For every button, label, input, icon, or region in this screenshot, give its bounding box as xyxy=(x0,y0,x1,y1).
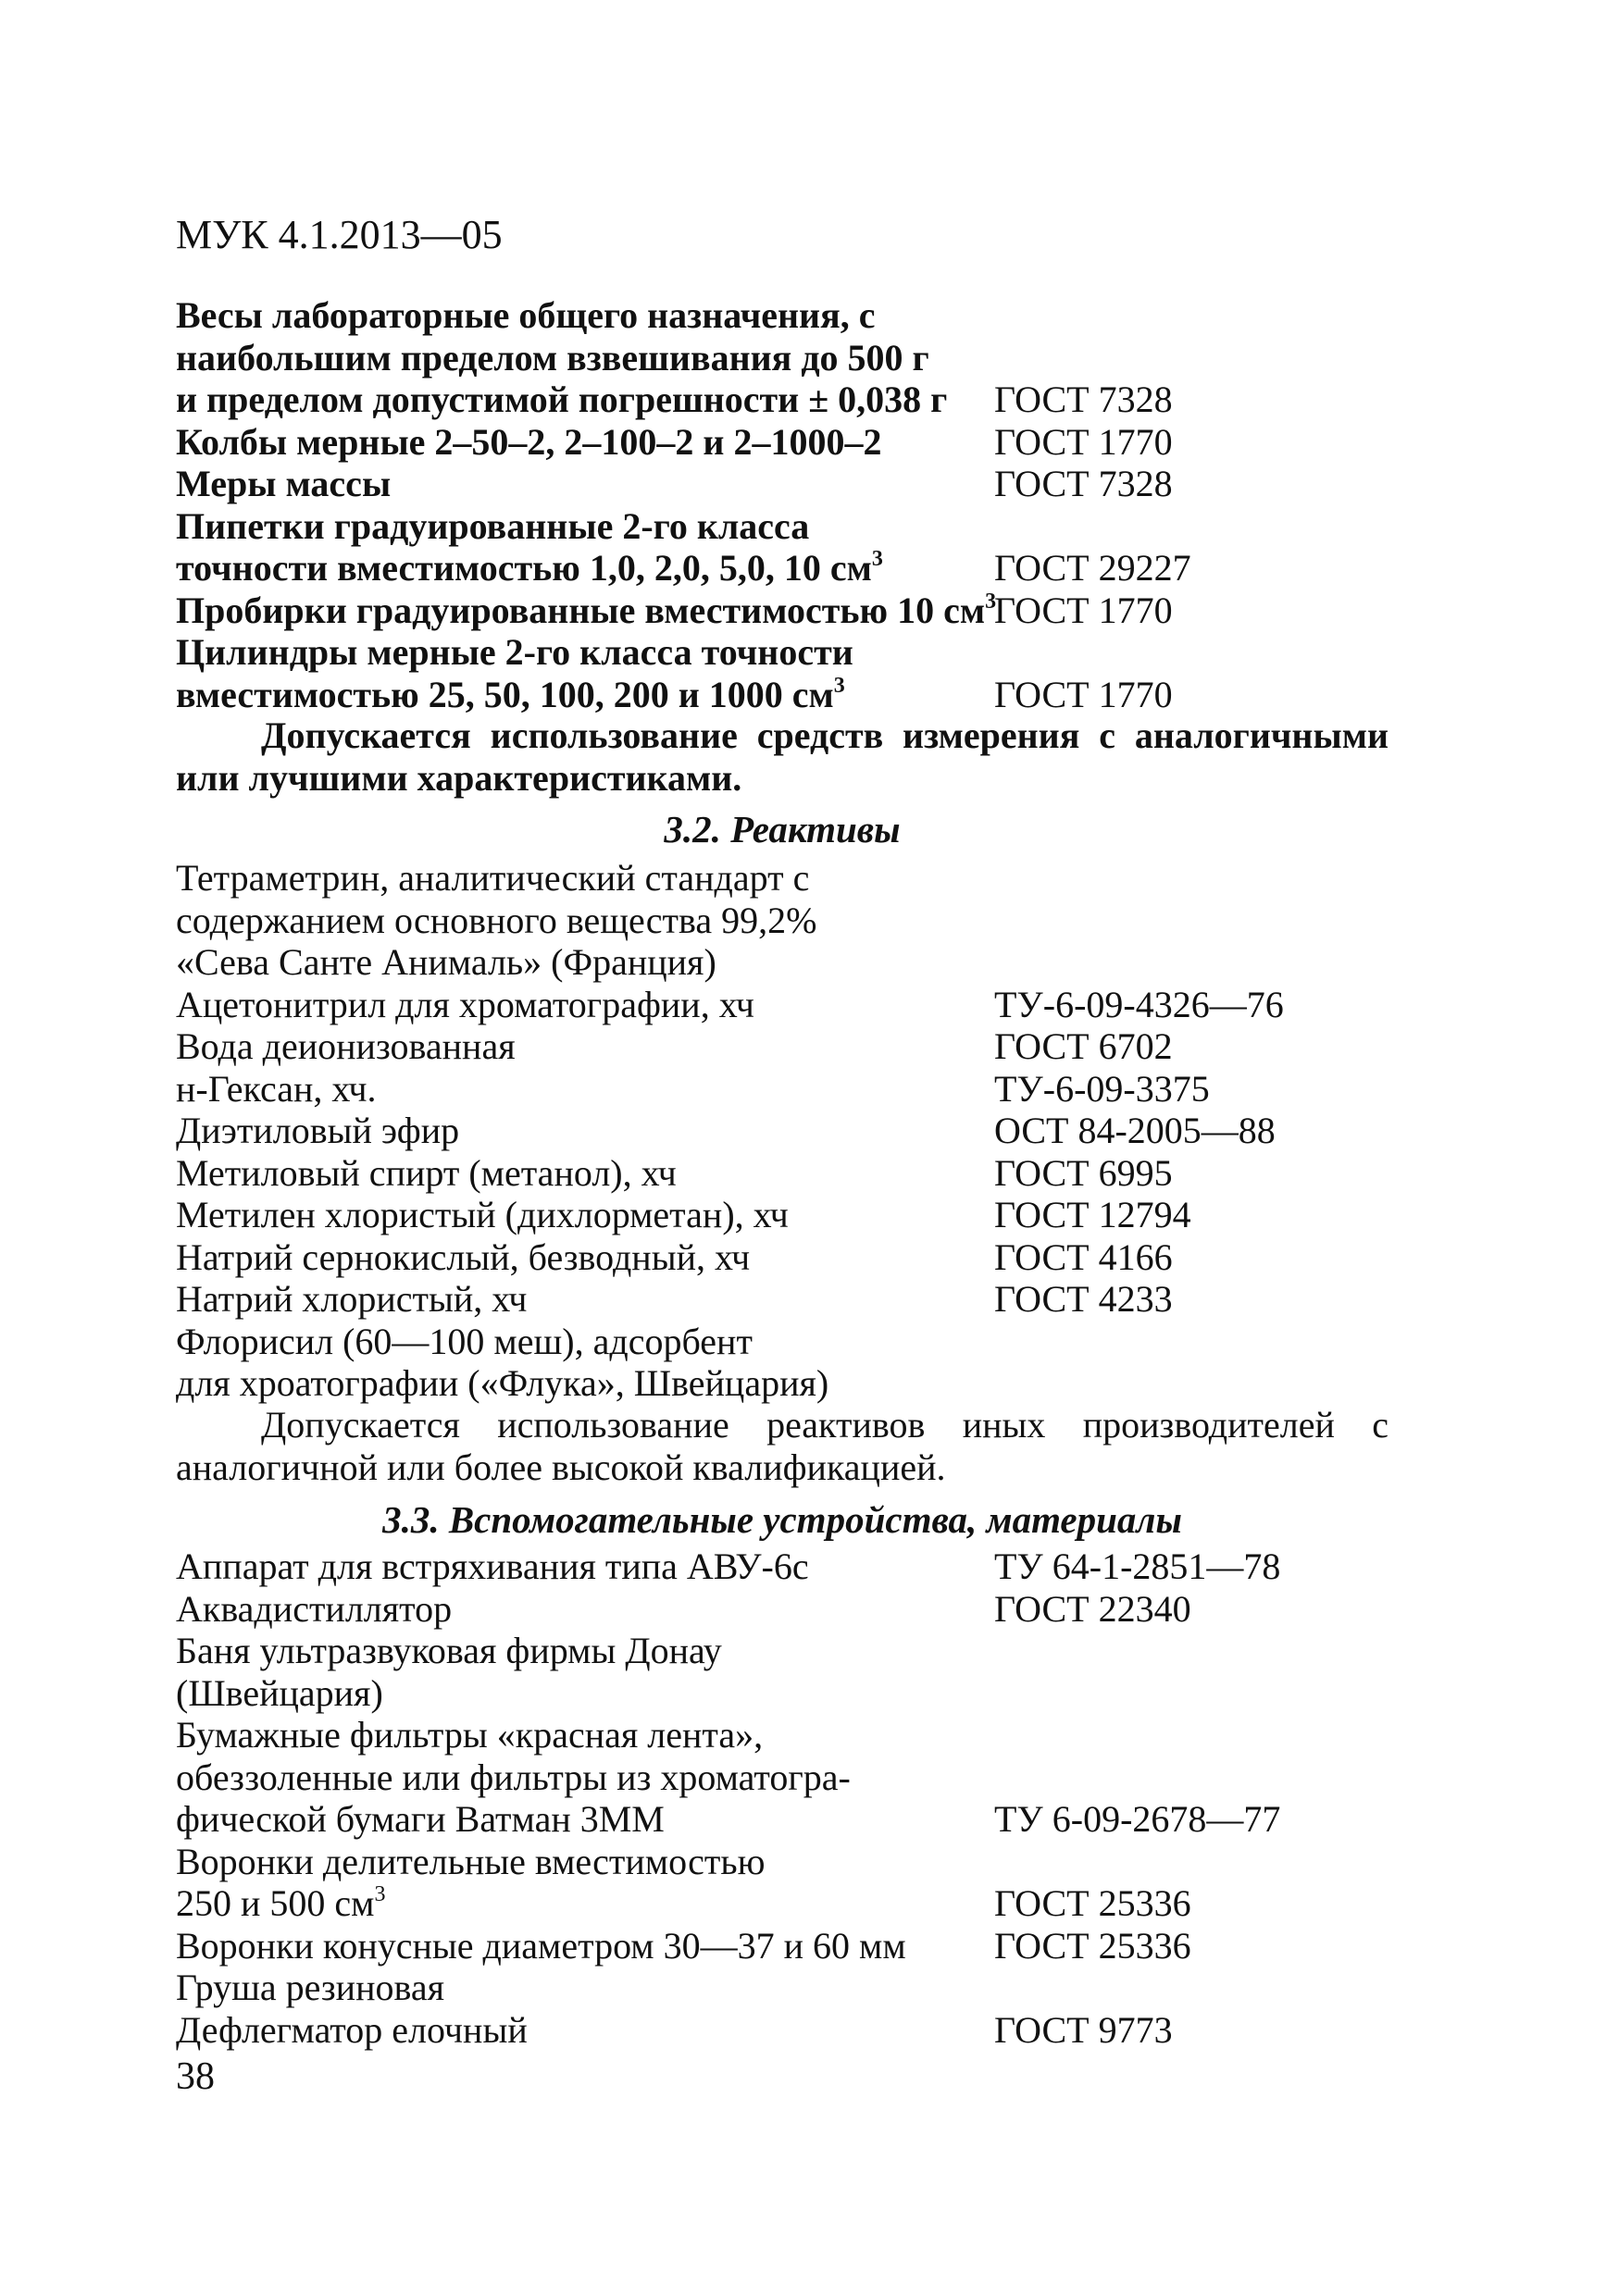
list-item xyxy=(176,1841,1398,1883)
item-name-text: для хроатографии («Флука», Швейцария) xyxy=(176,1362,829,1404)
item-name-text: 250 и 500 см xyxy=(176,1882,375,1924)
measuring-instruments-note xyxy=(176,714,1389,799)
list-item xyxy=(176,1967,1398,2009)
item-standard: ГОСТ 29227 xyxy=(994,547,1191,589)
item-name xyxy=(176,857,809,900)
item-name-text: фической бумаги Ватман 3ММ xyxy=(176,1798,665,1840)
item-name xyxy=(176,1841,765,1883)
item-name xyxy=(176,1362,828,1405)
item-standard: ГОСТ 25336 xyxy=(994,1882,1191,1924)
item-name-text: точности вместимостью 1,0, 2,0, 5,0, 10 см xyxy=(176,547,872,589)
unit-superscript: 3 xyxy=(374,1882,386,1906)
item-name-text: Пипетки градуированные 2-го класса xyxy=(176,504,810,547)
item-name-text: Тетраметрин, аналитический стандарт с xyxy=(176,857,810,899)
item-name xyxy=(176,1714,763,1756)
item-name-text: вместимостью 25, 50, 100, 200 и 1000 см xyxy=(176,673,834,715)
item-name-text: Баня ультразвуковая фирмы Донау xyxy=(176,1630,722,1671)
item-name-text: обеззоленные или фильтры из хроматогра- xyxy=(176,1756,851,1798)
measuring-instruments-list xyxy=(176,294,1398,715)
item-name-text: Дефлегматор елочный xyxy=(176,2008,528,2051)
item-name xyxy=(176,1672,383,1715)
item-name xyxy=(176,984,754,1026)
item-name xyxy=(176,1068,377,1111)
auxiliary-devices-list xyxy=(176,1545,1398,2051)
item-standard: ГОСТ 4233 xyxy=(994,1278,1173,1320)
list-item xyxy=(176,1152,1398,1195)
item-name-text: Метиловый спирт (метанол), хч xyxy=(176,1151,677,1194)
item-name-text: Натрий хлористый, хч xyxy=(176,1278,528,1320)
item-name-text: Флорисил (60—100 меш), адсорбент xyxy=(176,1320,753,1362)
list-item xyxy=(176,674,1398,716)
list-item xyxy=(176,1278,1398,1321)
document-code-header: МУК 4.1.2013—05 xyxy=(176,212,503,257)
item-name-text: «Сева Санте Анималь» (Франция) xyxy=(176,941,716,983)
item-name-text: н-Гексан, хч. xyxy=(176,1067,377,1110)
item-name xyxy=(176,1110,459,1152)
item-name xyxy=(176,900,816,942)
item-name-text: Диэтиловый эфир xyxy=(176,1110,460,1151)
list-item xyxy=(176,379,1398,421)
item-name-text: Натрий сернокислый, безводный, хч xyxy=(176,1235,751,1278)
item-name xyxy=(176,1321,753,1363)
list-item xyxy=(176,1068,1398,1111)
reagents-note xyxy=(176,1404,1389,1488)
item-name xyxy=(176,1194,789,1236)
item-name-text: Груша резиновая xyxy=(176,1967,444,2008)
item-name xyxy=(176,379,947,421)
list-item xyxy=(176,1321,1398,1363)
item-standard: ГОСТ 7328 xyxy=(994,379,1173,420)
item-standard: ГОСТ 9773 xyxy=(994,2008,1173,2051)
item-name xyxy=(176,1152,677,1195)
item-name xyxy=(176,2009,528,2052)
list-item xyxy=(176,1714,1398,1756)
list-item xyxy=(176,1362,1398,1405)
item-standard: ГОСТ 4166 xyxy=(994,1235,1173,1278)
unit-superscript: 3 xyxy=(985,589,997,614)
item-standard: ТУ 64-1-2851—78 xyxy=(994,1545,1281,1587)
list-item xyxy=(176,590,1398,632)
item-name-text: Колбы мерные 2–50–2, 2–100–2 и 2–1000–2 xyxy=(176,420,882,463)
auxiliary-section-title: 3.3. Вспомогательные устройства, материалы xyxy=(382,1498,1182,1541)
list-item xyxy=(176,900,1398,942)
item-standard: ТУ-6-09-4326—76 xyxy=(994,983,1284,1025)
item-name xyxy=(176,337,929,379)
list-item xyxy=(176,1545,1398,1588)
list-item xyxy=(176,941,1398,984)
item-standard: ГОСТ 1770 xyxy=(994,673,1173,715)
item-name xyxy=(176,590,996,632)
list-item xyxy=(176,547,1398,590)
item-standard: ГОСТ 1770 xyxy=(994,589,1173,631)
list-item xyxy=(176,505,1398,548)
measuring-note-text: Допускается использование средств измерения с аналогичными или лучшими характеристиками. xyxy=(176,714,1389,799)
item-standard: ГОСТ 7328 xyxy=(994,463,1173,504)
item-name xyxy=(176,1925,906,1967)
item-name xyxy=(176,631,853,674)
list-item xyxy=(176,1756,1398,1799)
item-name-text: Меры массы xyxy=(176,463,392,504)
item-standard: ГОСТ 22340 xyxy=(994,1587,1191,1630)
item-name xyxy=(176,1236,750,1279)
item-standard: ГОСТ 6995 xyxy=(994,1151,1173,1194)
item-standard: ОСТ 84-2005—88 xyxy=(994,1110,1276,1151)
item-name-text: Воронки конусные диаметром 30—37 и 60 мм xyxy=(176,1924,906,1967)
item-name-text: Воронки делительные вместимостью xyxy=(176,1840,766,1882)
item-name-text: Метилен хлористый (дихлорметан), хч xyxy=(176,1194,789,1235)
list-item xyxy=(176,337,1398,379)
list-item xyxy=(176,294,1398,337)
item-name xyxy=(176,421,881,464)
item-name xyxy=(176,941,716,984)
list-item xyxy=(176,1630,1398,1672)
item-standard: ТУ 6-09-2678—77 xyxy=(994,1798,1281,1840)
list-item xyxy=(176,1925,1398,1967)
list-item xyxy=(176,1194,1398,1236)
item-name-text: содержанием основного вещества 99,2% xyxy=(176,899,817,941)
list-item xyxy=(176,984,1398,1026)
reagents-note-text: Допускается использование реактивов иных производителей с аналогичной или более высокой квалификацией. xyxy=(176,1404,1389,1488)
item-name xyxy=(176,505,809,548)
item-name-text: Цилиндры мерные 2-го класса точности xyxy=(176,631,853,673)
item-name-text: Аквадистиллятор xyxy=(176,1587,453,1630)
item-standard: ТУ-6-09-3375 xyxy=(994,1067,1210,1110)
list-item xyxy=(176,421,1398,464)
unit-superscript: 3 xyxy=(833,673,845,698)
item-standard: ГОСТ 6702 xyxy=(994,1025,1173,1067)
item-name xyxy=(176,463,391,505)
item-standard: ГОСТ 1770 xyxy=(994,420,1173,463)
item-name xyxy=(176,1278,527,1321)
item-name xyxy=(176,1756,851,1799)
list-item xyxy=(176,1798,1398,1841)
item-name xyxy=(176,1025,516,1068)
item-name-text: Пробирки градуированные вместимостью 10 см xyxy=(176,589,986,631)
item-name-text: (Швейцария) xyxy=(176,1671,383,1714)
list-item xyxy=(176,1588,1398,1631)
item-name xyxy=(176,1967,444,2009)
list-item xyxy=(176,631,1398,674)
page-number: 38 xyxy=(176,2055,215,2098)
item-name-text: Ацетонитрил для хроматографии, хч xyxy=(176,983,754,1025)
item-standard: ГОСТ 12794 xyxy=(994,1194,1191,1235)
item-name xyxy=(176,547,883,590)
item-name xyxy=(176,1630,722,1672)
list-item xyxy=(176,1025,1398,1068)
item-name xyxy=(176,1588,452,1631)
list-item xyxy=(176,1672,1398,1715)
item-name-text: и пределом допустимой погрешности ± 0,038 г xyxy=(176,379,948,420)
item-name xyxy=(176,1798,665,1841)
item-standard: ГОСТ 25336 xyxy=(994,1924,1191,1967)
item-name-text: Весы лабораторные общего назначения, с xyxy=(176,294,876,336)
item-name-text: Бумажные фильтры «красная лента», xyxy=(176,1714,764,1756)
item-name xyxy=(176,294,876,337)
reagents-section-title: 3.2. Реактивы xyxy=(664,808,901,850)
reagents-list xyxy=(176,857,1398,1405)
list-item xyxy=(176,1110,1398,1152)
item-name xyxy=(176,674,845,716)
list-item xyxy=(176,857,1398,900)
unit-superscript: 3 xyxy=(871,547,883,571)
list-item xyxy=(176,463,1398,505)
item-name-text: Аппарат для встряхивания типа АВУ-6с xyxy=(176,1545,809,1587)
item-name-text: Вода деионизованная xyxy=(176,1025,516,1067)
item-name xyxy=(176,1882,385,1925)
item-name-text: наибольшим пределом взвешивания до 500 г xyxy=(176,336,929,379)
list-item xyxy=(176,1236,1398,1279)
list-item xyxy=(176,1882,1398,1925)
item-name xyxy=(176,1545,809,1588)
list-item xyxy=(176,2009,1398,2052)
